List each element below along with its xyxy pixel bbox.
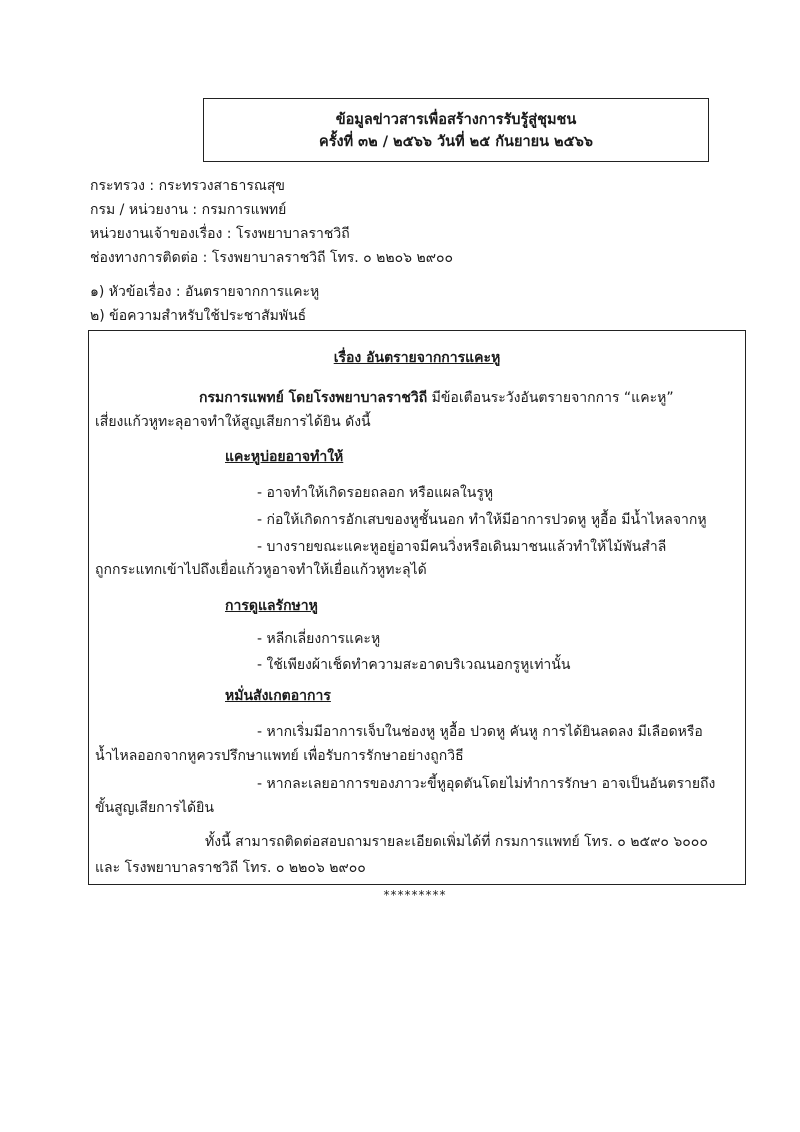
section1-bullet-3a: - บางรายขณะแคะหูอยู่อาจมีคนวิ่งหรือเดินมาชนแล้วทำให้ไม้พันสำลี — [257, 539, 667, 555]
section3-bullet-1b: น้ำไหลออกจากหูควรปรึกษาแพทย์ เพื่อรับการรักษาอย่างถูกวิธี — [95, 748, 464, 764]
section2-bullet-1: - หลีกเลี่ยงการแคะหู — [257, 631, 381, 647]
closing-line-2: และ โรงพยาบาลราชวิถี โทร. ๐ ๒๒๐๖ ๒๙๐๐ — [95, 860, 366, 876]
topic-item-2: ๒) ข้อความสำหรับใช้ประชาสัมพันธ์ — [90, 308, 307, 324]
section3-bullet-2b: ขั้นสูญเสียการได้ยิน — [95, 800, 214, 816]
header-title: ข้อมูลข่าวสารเพื่อสร้างการรับรู้สู่ชุมชน — [335, 112, 577, 128]
closing-line-1: ทั้งนี้ สามารถติดต่อสอบถามรายละเอียดเพิ่มได้ที่ กรมการแพทย์ โทร. ๐ ๒๕๙๐ ๖๐๐๐ — [205, 834, 708, 850]
article-intro — [199, 387, 674, 409]
meta-ministry: กระทรวง : กระทรวงสาธารณสุข — [90, 178, 285, 194]
section1-bullet-1: - อาจทำให้เกิดรอยถลอก หรือแผลในรูหู — [257, 485, 494, 501]
section1-bullet-3b: ถูกกระแทกเข้าไปถึงเยื่อแก้วหูอาจทำให้เยื่อแก้วหูทะลุได้ — [95, 562, 427, 578]
article-box — [88, 330, 746, 885]
meta-contact: ช่องทางการติดต่อ : โรงพยาบาลราชวิถี โทร. ๐ ๒๒๐๖ ๒๙๐๐ — [90, 250, 454, 266]
section1-bullet-2: - ก่อให้เกิดการอักเสบของหูชั้นนอก ทำให้มีอาการปวดหู หูอื้อ มีน้ำไหลจากหู — [257, 512, 707, 528]
article-title: เรื่อง อันตรายจากการแคะหู — [333, 350, 501, 366]
topic-item-1: ๑) หัวข้อเรื่อง : อันตรายจากการแคะหู — [90, 284, 320, 300]
meta-owner: หน่วยงานเจ้าของเรื่อง : โรงพยาบาลราชวิถี — [90, 226, 350, 242]
section-heading-2: การดูแลรักษาหู — [225, 598, 318, 614]
topics-block — [90, 280, 319, 328]
section3-bullet-2a: - หากละเลยอาการของภาวะขี้หูอุดตันโดยไม่ทำการรักษา อาจเป็นอันตรายถึง — [257, 776, 716, 792]
header-issue: ครั้งที่ ๓๒ / ๒๕๖๖ วันที่ ๒๕ กันยายน ๒๕๖๖ — [319, 134, 593, 150]
section2-bullet-2: - ใช้เพียงผ้าเช็ดทำความสะอาดบริเวณนอกรูหูเท่านั้น — [257, 657, 571, 673]
intro-line-2: เสี่ยงแก้วหูทะลุอาจทำให้สูญเสียการได้ยิน ดังนี้ — [95, 414, 371, 430]
intro-rest: มีข้อเตือนระวังอันตรายจากการ “แคะหู” — [427, 390, 674, 406]
section-heading-3: หมั่นสังเกตอาการ — [225, 688, 331, 704]
section-heading-1: แคะหูบ่อยอาจทำให้ — [225, 449, 344, 465]
meta-department: กรม / หน่วยงาน : กรมการแพทย์ — [90, 202, 287, 218]
end-stars: ********* — [383, 888, 447, 902]
meta-block — [90, 174, 453, 270]
intro-bold: กรมการแพทย์ โดยโรงพยาบาลราชวิถี — [199, 390, 428, 406]
section3-bullet-1a: - หากเริ่มมีอาการเจ็บในช่องหู หูอื้อ ปวดหู คันหู การได้ยินลดลง มีเลือดหรือ — [257, 724, 703, 740]
header-box — [203, 98, 709, 162]
